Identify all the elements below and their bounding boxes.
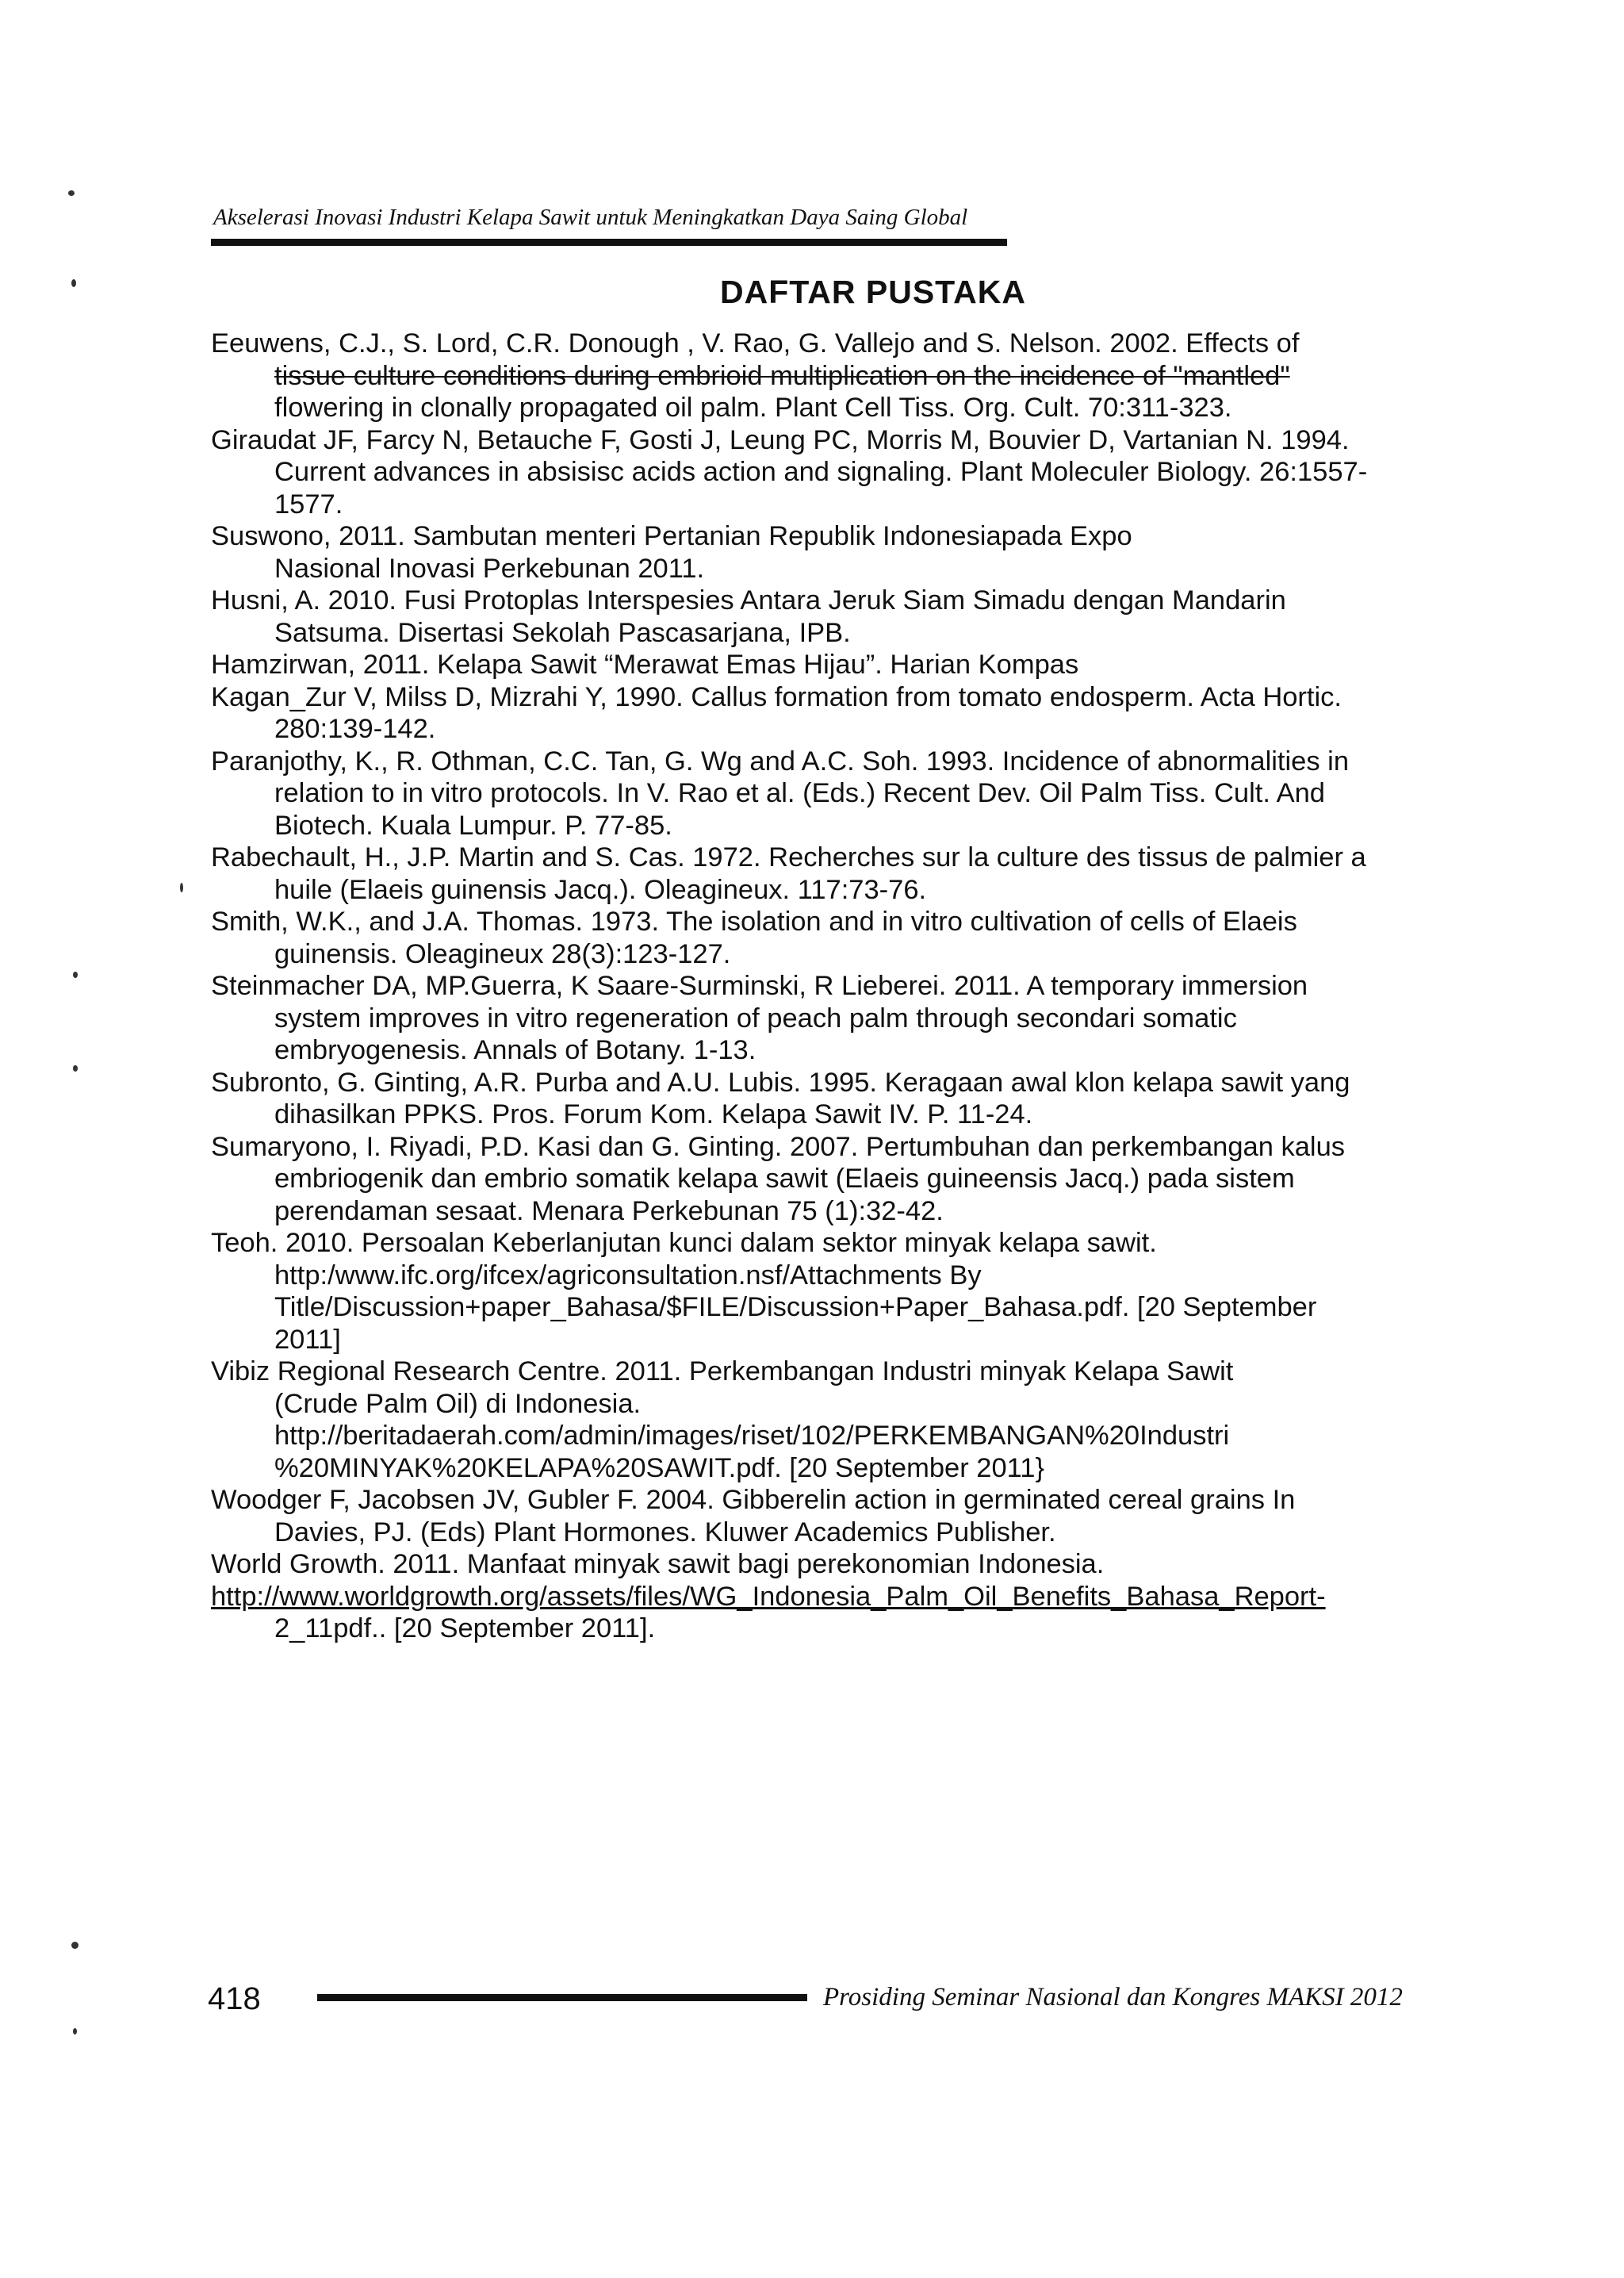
reference-line: dihasilkan PPKS. Pros. Forum Kom. Kelapa Sawit IV. P. 11-24. xyxy=(274,1099,1033,1129)
reference-line: 1577. xyxy=(274,489,343,520)
reference-entry xyxy=(211,1067,1452,1131)
reference-entry xyxy=(211,970,1452,1067)
reference-line: (Crude Palm Oil) di Indonesia. xyxy=(274,1388,642,1419)
reference-line: Satsuma. Disertasi Sekolah Pascasarjana, IPB. xyxy=(274,617,851,648)
reference-entry xyxy=(211,681,1452,746)
footer-publication: Prosiding Seminar Nasional dan Kongres MAKSI 2012 xyxy=(823,1983,1403,2011)
section-title: DAFTAR PUSTAKA xyxy=(720,274,1027,310)
reference-entry xyxy=(211,328,1452,424)
reference-line: 2_11pdf.. [20 September 2011]. xyxy=(274,1613,656,1643)
reference-link[interactable]: http://www.worldgrowth.org/assets/files/WG_Indonesia_Palm_Oil_Benefits_Bahasa_Report- xyxy=(211,1581,1326,1612)
reference-entry xyxy=(211,1227,1452,1356)
scan-speck xyxy=(71,1942,79,1949)
reference-line: Vibiz Regional Research Centre. 2011. Perkembangan Industri minyak Kelapa Sawit xyxy=(211,1356,1234,1386)
reference-line: Smith, W.K., and J.A. Thomas. 1973. The isolation and in vitro cultivation of cells of Elaeis xyxy=(211,907,1297,937)
reference-line: Kagan_Zur V, Milss D, Mizrahi Y, 1990. Callus formation from tomato endosperm. Acta Hortic. xyxy=(211,681,1342,712)
reference-line: tissue culture conditions during embrioid multiplication on the incidence of "mantled" xyxy=(274,360,1290,391)
footer-rule xyxy=(317,1994,807,2001)
reference-line: embryogenesis. Annals of Botany. 1-13. xyxy=(274,1035,756,1065)
reference-line: embriogenik dan embrio somatik kelapa sawit (Elaeis guineensis Jacq.) pada sistem xyxy=(274,1164,1295,1194)
reference-entry xyxy=(211,906,1452,970)
scan-speck xyxy=(180,883,183,892)
reference-line: guinensis. Oleagineux 28(3):123-127. xyxy=(274,938,731,969)
header-rule xyxy=(211,239,1007,246)
reference-entry xyxy=(211,1484,1452,1548)
reference-line: http://beritadaerah.com/admin/images/riset/102/PERKEMBANGAN%20Industri xyxy=(274,1421,1230,1451)
reference-line: %20MINYAK%20KELAPA%20SAWIT.pdf. [20 September 2011} xyxy=(274,1452,1045,1483)
reference-line: World Growth. 2011. Manfaat minyak sawit bagi perekonomian Indonesia. xyxy=(211,1549,1105,1579)
reference-entry xyxy=(211,649,1452,681)
reference-line: Hamzirwan, 2011. Kelapa Sawit “Merawat Emas Hijau”. Harian Kompas xyxy=(211,650,1079,680)
scan-speck xyxy=(73,972,78,978)
reference-line: relation to in vitro protocols. In V. Rao et al. (Eds.) Recent Dev. Oil Palm Tiss. Cult. And xyxy=(274,778,1325,808)
reference-line: Rabechault, H., J.P. Martin and S. Cas. 1972. Recherches sur la culture des tissus de palmier a xyxy=(211,842,1366,872)
reference-entry xyxy=(211,520,1452,585)
reference-line: Woodger F, Jacobsen JV, Gubler F. 2004. Gibberelin action in germinated cereal grains In xyxy=(211,1485,1296,1515)
reference-entry xyxy=(211,842,1452,906)
reference-line: Eeuwens, C.J., S. Lord, C.R. Donough , V. Rao, G. Vallejo and S. Nelson. 2002. Effects of xyxy=(211,328,1300,359)
reference-line: Title/Discussion+paper_Bahasa/$FILE/Discussion+Paper_Bahasa.pdf. [20 September xyxy=(274,1292,1317,1322)
reference-line: 280:139-142. xyxy=(274,714,436,744)
reference-line: Sumaryono, I. Riyadi, P.D. Kasi dan G. Ginting. 2007. Pertumbuhan dan perkembangan kalus xyxy=(211,1131,1346,1162)
reference-line: huile (Elaeis guinensis Jacq.). Oleagineux. 117:73-76. xyxy=(274,874,927,905)
reference-line: Davies, PJ. (Eds) Plant Hormones. Kluwer Academics Publisher. xyxy=(274,1517,1056,1547)
reference-entry xyxy=(211,1548,1452,1645)
reference-line: flowering in clonally propagated oil palm. Plant Cell Tiss. Org. Cult. 70:311-323. xyxy=(274,393,1232,423)
reference-line: Subronto, G. Ginting, A.R. Purba and A.U. Lubis. 1995. Keragaan awal klon kelapa sawit yang xyxy=(211,1067,1350,1098)
reference-line: Husni, A. 2010. Fusi Protoplas Interspesies Antara Jeruk Siam Simadu dengan Mandarin xyxy=(211,585,1286,616)
reference-entry xyxy=(211,1356,1452,1484)
reference-list xyxy=(211,328,1452,1645)
reference-entry xyxy=(211,746,1452,842)
reference-line: perendaman sesaat. Menara Perkebunan 75 (1):32-42. xyxy=(274,1195,944,1226)
scan-speck xyxy=(73,2028,77,2034)
reference-line: system improves in vitro regeneration of peach palm through secondari somatic xyxy=(274,1003,1237,1034)
reference-line: Current advances in absisisc acids action and signaling. Plant Moleculer Biology. 26:1557- xyxy=(274,457,1368,487)
reference-line: Nasional Inovasi Perkebunan 2011. xyxy=(274,553,705,584)
reference-line: Giraudat JF, Farcy N, Betauche F, Gosti J, Leung PC, Morris M, Bouvier D, Vartanian N. 1994. xyxy=(211,424,1350,455)
scan-speck xyxy=(73,1065,78,1072)
reference-entry xyxy=(211,1131,1452,1228)
reference-line: Biotech. Kuala Lumpur. P. 77-85. xyxy=(274,810,672,841)
reference-entry xyxy=(211,585,1452,649)
reference-line: Steinmacher DA, MP.Guerra, K Saare-Surminski, R Lieberei. 2011. A temporary immersion xyxy=(211,971,1308,1001)
page-number: 418 xyxy=(208,1981,261,2016)
reference-entry xyxy=(211,424,1452,521)
reference-line: http:/www.ifc.org/ifcex/agriconsultation.nsf/Attachments By xyxy=(274,1260,982,1290)
scan-speck xyxy=(71,279,76,287)
scan-speck xyxy=(68,190,75,196)
reference-line: 2011] xyxy=(274,1324,341,1355)
reference-line: Paranjothy, K., R. Othman, C.C. Tan, G. Wg and A.C. Soh. 1993. Incidence of abnormalities in xyxy=(211,746,1350,777)
running-header: Akselerasi Inovasi Industri Kelapa Sawit untuk Meningkatkan Daya Saing Global xyxy=(213,205,968,230)
reference-line: Teoh. 2010. Persoalan Keberlanjutan kunci dalam sektor minyak kelapa sawit. xyxy=(211,1228,1157,1258)
reference-line: Suswono, 2011. Sambutan menteri Pertanian Republik Indonesiapada Expo xyxy=(211,521,1132,551)
